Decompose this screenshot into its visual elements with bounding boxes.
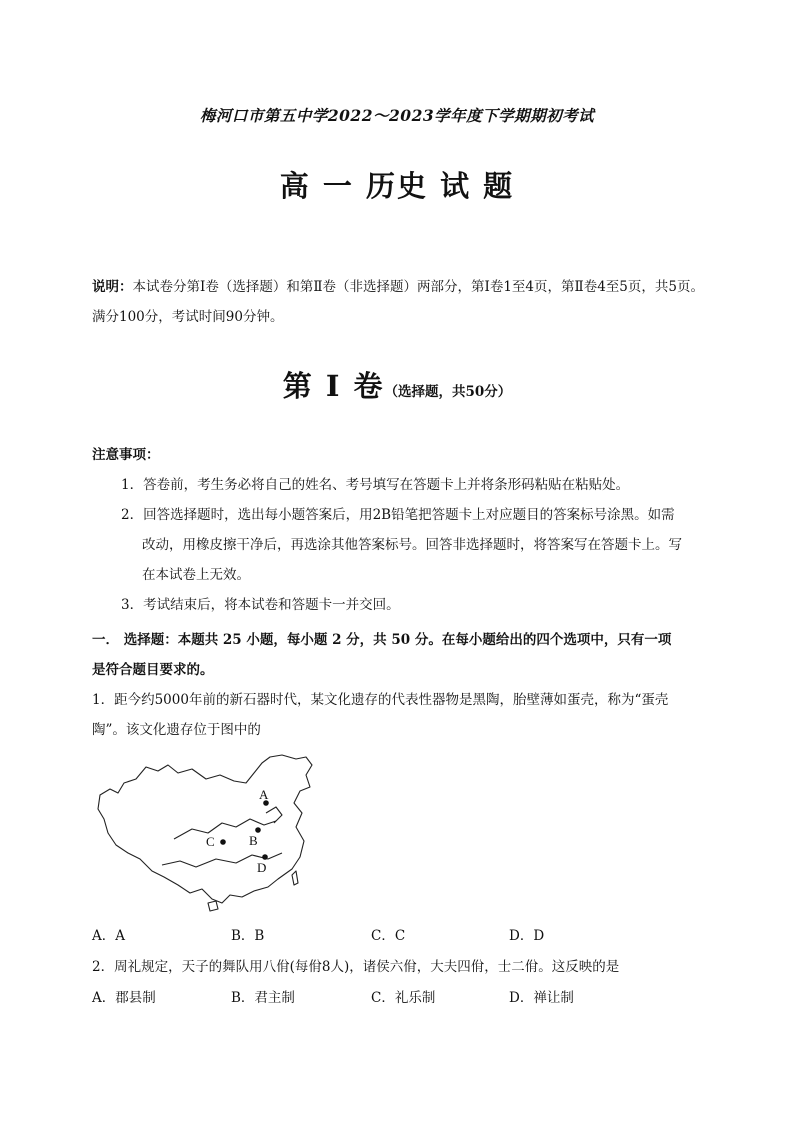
map-point-c: [220, 839, 226, 845]
map-yellow-river: [174, 819, 276, 839]
map-label-d: D: [257, 860, 267, 875]
question-1-option-a: A．A: [92, 928, 125, 944]
question-2-stem: 2．周礼规定，天子的舞队用八佾(每佾8人)，诸侯六佾，大夫四佾，士二佾。这反映的是: [92, 959, 620, 975]
map-outline: [98, 755, 312, 903]
map-label-b: B: [249, 833, 258, 848]
question-1-option-d: D．D: [509, 928, 545, 944]
question-2-option-c: C．礼乐制: [371, 990, 436, 1006]
explanation: [92, 272, 704, 332]
map-hainan: [208, 901, 218, 911]
map-point-d: [262, 854, 268, 860]
question-2-option-a: A．郡县制: [92, 990, 156, 1006]
question-1-option-c: C．C: [371, 928, 406, 944]
explanation-text: 本试卷分第Ⅰ卷（选择题）和第Ⅱ卷（非选择题）两部分，第Ⅰ卷1至4页，第Ⅱ卷4至5页，共5页。满分100分，考试时间90分钟。: [92, 279, 704, 325]
notice-item-1: 1．答卷前，考生务必将自己的姓名、考号填写在答题卡上并将条形码粘贴在粘贴处。: [121, 477, 630, 493]
map-point-b: [255, 827, 261, 833]
map-label-a: A: [259, 787, 269, 802]
volume-heading: [0, 364, 794, 405]
notice-item-3: 3．考试结束后，将本试卷和答题卡一并交回。: [121, 597, 400, 613]
volume-note: （选择题，共50分）: [384, 384, 512, 400]
question-2-option-d: D．禅让制: [509, 990, 574, 1006]
explanation-label: 说明：: [92, 279, 133, 295]
section-heading-line1: 一． 选择题：本题共 25 小题，每小题 2 分，共 50 分。在每小题给出的四个选项中，只有一项: [92, 632, 672, 648]
section-heading-line2: 是符合题目要求的。: [92, 662, 214, 678]
question-1-option-b: B．B: [231, 928, 265, 944]
question-1-stem-line2: 陶”。该文化遗存位于图中的: [92, 722, 261, 738]
notice-heading: 注意事项：: [92, 447, 160, 463]
map-taiwan: [292, 871, 298, 885]
volume-name: 第 Ⅰ 卷: [282, 369, 385, 403]
china-map: [96, 753, 314, 915]
school-exam-title: 梅河口市第五中学2022～2023学年度下学期期初考试: [199, 106, 595, 125]
question-1-stem-line1: 1．距今约5000年前的新石器时代，某文化遗存的代表性器物是黑陶，胎壁薄如蛋壳，称为“蛋壳: [92, 692, 669, 708]
notice-item-2-line3: 在本试卷上无效。: [142, 567, 250, 583]
map-label-c: C: [206, 834, 215, 849]
map-coast-detail: [266, 807, 282, 823]
notice-item-2-line2: 改动，用橡皮擦干净后，再选涂其他答案标号。回答非选择题时，将答案写在答题卡上。写: [142, 537, 682, 553]
notice-item-2-line1: 2．回答选择题时，选出每小题答案后，用2B铅笔把答题卡上对应题目的答案标号涂黑。如需: [121, 507, 675, 523]
page-title: 高 一 历史 试 题: [279, 169, 515, 203]
question-2-option-b: B．君主制: [231, 990, 295, 1006]
